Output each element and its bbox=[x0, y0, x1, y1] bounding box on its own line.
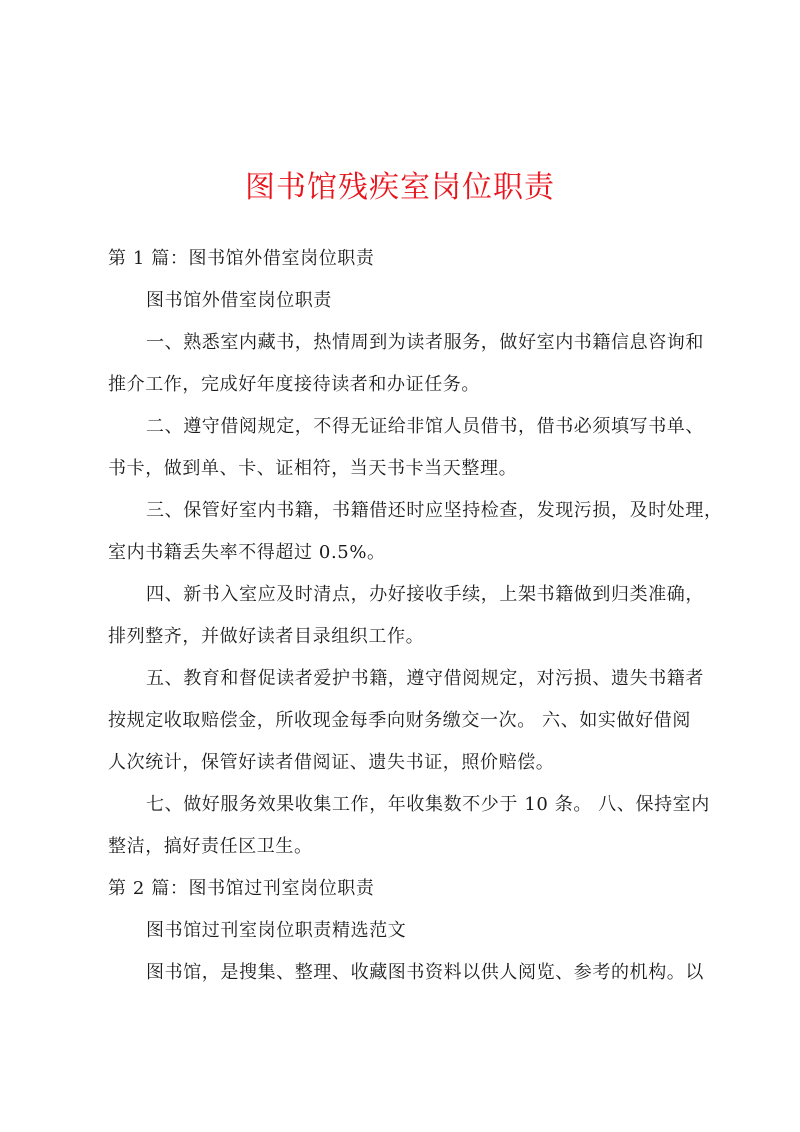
section-2-heading bbox=[108, 868, 708, 910]
section-2-subtitle bbox=[108, 910, 708, 952]
paragraph-line: 书卡，做到单、卡、证相符，当天书卡当天整理。 bbox=[108, 458, 518, 479]
duty-item-7 bbox=[108, 784, 708, 868]
section-1-heading bbox=[108, 238, 708, 280]
paragraph-line: 整洁，搞好责任区卫生。 bbox=[108, 836, 313, 857]
duty-item-4 bbox=[108, 574, 708, 658]
paragraph-line: 四、新书入室应及时清点，办好接收手续，上架书籍做到归类准确， bbox=[146, 584, 704, 605]
paragraph-line: 按规定收取赔偿金，所收现金每季向财务缴交一次。 六、如实做好借阅 bbox=[108, 710, 691, 731]
section-subtitle-text: 图书馆过刊室岗位职责精选范文 bbox=[146, 920, 407, 941]
section-1-subtitle bbox=[108, 280, 708, 322]
paragraph-line: 三、保管好室内书籍，书籍借还时应坚持检查，发现污损，及时处理， bbox=[146, 500, 723, 521]
document-title: 图书馆残疾室岗位职责 bbox=[245, 170, 555, 205]
section-2-paragraph bbox=[108, 952, 708, 994]
paragraph-line: 二、遵守借阅规定，不得无证给非馆人员借书，借书必须填写书单、 bbox=[146, 416, 704, 437]
paragraph-line: 推介工作，完成好年度接待读者和办证任务。 bbox=[108, 374, 480, 395]
paragraph-line: 五、教育和督促读者爱护书籍，遵守借阅规定，对污损、遗失书籍者 bbox=[146, 668, 704, 689]
duty-item-1 bbox=[108, 322, 708, 406]
duty-item-5 bbox=[108, 658, 708, 784]
paragraph-line: 室内书籍丢失率不得超过 0.5%。 bbox=[108, 542, 386, 563]
paragraph-line: 一、熟悉室内藏书，热情周到为读者服务，做好室内书籍信息咨询和 bbox=[146, 332, 704, 353]
paragraph-line: 人次统计，保管好读者借阅证、遗失书证，照价赔偿。 bbox=[108, 752, 555, 773]
paragraph-line: 排列整齐，并做好读者目录组织工作。 bbox=[108, 626, 425, 647]
duty-item-3 bbox=[108, 490, 723, 574]
section-heading-text: 第 1 篇：图书馆外借室岗位职责 bbox=[108, 248, 375, 269]
paragraph-line: 图书馆，是搜集、整理、收藏图书资料以供人阅览、参考的机构。以 bbox=[146, 962, 704, 983]
section-subtitle-text: 图书馆外借室岗位职责 bbox=[146, 290, 332, 311]
duty-item-2 bbox=[108, 406, 708, 490]
paragraph-line: 七、做好服务效果收集工作，年收集数不少于 10 条。 八、保持室内 bbox=[146, 794, 710, 815]
section-heading-text: 第 2 篇：图书馆过刊室岗位职责 bbox=[108, 878, 375, 899]
